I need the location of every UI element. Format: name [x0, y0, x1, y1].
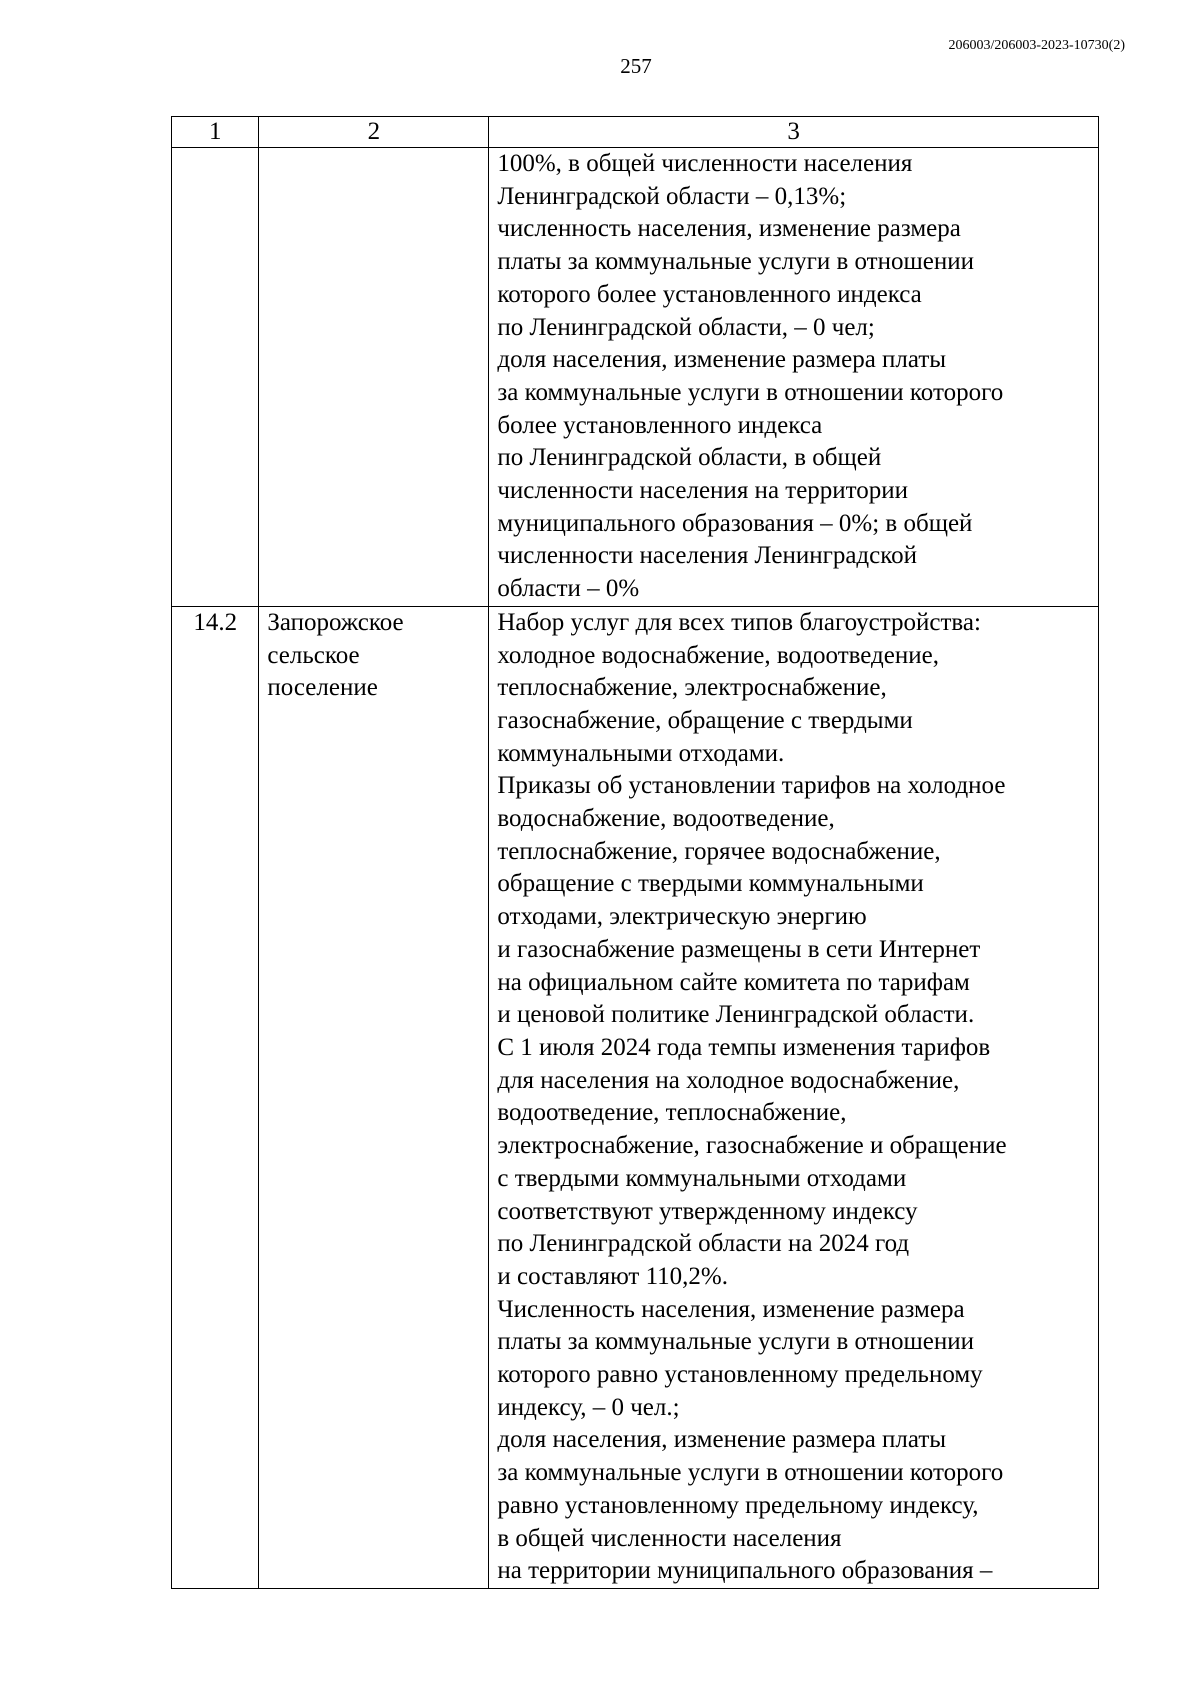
text-line: платы за коммунальные услуги в отношении [497, 248, 974, 276]
text-line: доля населения, изменение размера платы [497, 1426, 947, 1454]
text-line: и газоснабжение размещены в сети Интернет [497, 935, 981, 963]
document-id: 206003/206003-2023-10730(2) [948, 38, 1125, 53]
text-line: Набор услуг для всех типов благоустройства: [497, 608, 981, 636]
text-line: обращение с твердыми коммунальными [497, 870, 924, 898]
text-line: газоснабжение, обращение с твердыми [497, 706, 913, 734]
text-line: на территории муниципального образования – [497, 1557, 993, 1585]
text-line: по Ленинградской области, в общей [497, 444, 882, 472]
text-line: по Ленинградской области на 2024 год [497, 1230, 910, 1258]
text-line: соответствуют утвержденному индексу [497, 1197, 918, 1225]
column-header-1: 1 [172, 117, 259, 148]
municipality-name-cell [259, 606, 489, 1588]
text-line: более установленного индекса [497, 411, 823, 439]
text-line: водоотведение, теплоснабжение, [497, 1099, 847, 1127]
text-line: электроснабжение, газоснабжение и обращение [497, 1132, 1007, 1160]
column-header-2: 2 [259, 117, 489, 148]
row-number-cell [172, 148, 259, 607]
text-line: теплоснабжение, электроснабжение, [497, 674, 887, 702]
municipality-name-cell [259, 148, 489, 607]
text-line: области – 0% [497, 575, 640, 603]
text-line: коммунальными отходами. [497, 739, 785, 767]
text-line: 100%, в общей численности населения [497, 150, 913, 177]
text-line: С 1 июля 2024 года темпы изменения тарифов [497, 1033, 991, 1061]
table-header-row [172, 117, 1099, 148]
text-line: равно установленному предельному индексу, [497, 1491, 979, 1519]
description-cell [489, 606, 1099, 1588]
table-row [172, 148, 1099, 607]
page-number: 257 [620, 54, 652, 78]
text-line: поселение [267, 674, 378, 702]
text-line: для населения на холодное водоснабжение, [497, 1066, 960, 1094]
text-line: Запорожское [267, 608, 404, 636]
text-line: с твердыми коммунальными отходами [497, 1164, 907, 1192]
text-line: Ленинградской области – 0,13%; [497, 182, 847, 210]
column-header-3: 3 [489, 117, 1099, 148]
text-line: холодное водоснабжение, водоотведение, [497, 641, 939, 669]
text-line: и ценовой политике Ленинградской области. [497, 1001, 975, 1029]
text-line: Численность населения, изменение размера [497, 1295, 965, 1323]
text-line: численности населения на территории [497, 477, 909, 505]
text-line: численности населения Ленинградской [497, 542, 918, 570]
description-cell [489, 148, 1099, 607]
text-line: теплоснабжение, горячее водоснабжение, [497, 837, 941, 865]
text-line: Приказы об установлении тарифов на холодное [497, 772, 1006, 800]
text-line: в общей численности населения [497, 1524, 842, 1552]
text-line: за коммунальные услуги в отношении которого [497, 1459, 1004, 1487]
text-line: доля населения, изменение размера платы [497, 346, 947, 374]
main-table [171, 116, 1099, 1589]
text-line: отходами, электрическую энергию [497, 903, 867, 931]
text-line: сельское [267, 641, 360, 669]
text-line: на официальном сайте комитета по тарифам [497, 968, 970, 996]
text-line: индексу, – 0 чел.; [497, 1393, 680, 1421]
text-line: платы за коммунальные услуги в отношении [497, 1328, 974, 1356]
text-line: численность населения, изменение размера [497, 215, 961, 243]
text-line: по Ленинградской области, – 0 чел; [497, 313, 875, 341]
text-line: которого более установленного индекса [497, 280, 922, 308]
text-line: муниципального образования – 0%; в общей [497, 509, 973, 537]
text-line: и составляют 110,2%. [497, 1262, 728, 1290]
text-line: которого равно установленному предельному [497, 1361, 983, 1389]
table-row [172, 606, 1099, 1588]
text-line: за коммунальные услуги в отношении которого [497, 378, 1004, 406]
text-line: водоснабжение, водоотведение, [497, 805, 835, 833]
row-number-cell: 14.2 [172, 606, 259, 1588]
